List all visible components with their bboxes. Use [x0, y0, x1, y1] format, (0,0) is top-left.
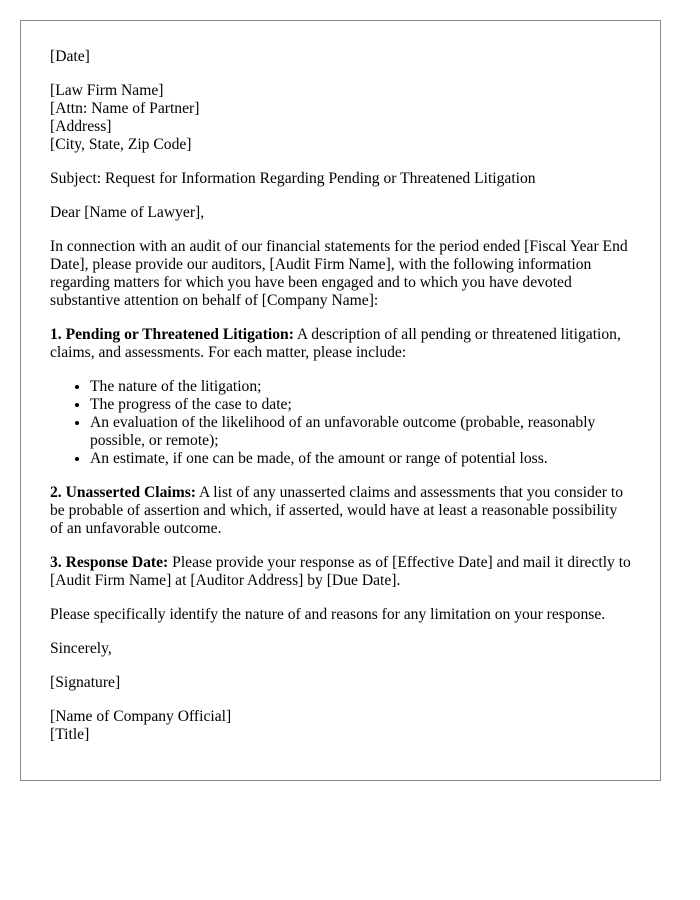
list-item: • The progress of the case to date;: [90, 396, 632, 414]
letter-closing: Sincerely,: [50, 640, 112, 657]
letter-intro: In connection with an audit of our financial statements for the period ended [Fiscal Year End Date], please provide our auditors, [Audit Firm Name], with the following information regarding matters for which you have been engaged and to which you have devoted substantive attention on behalf of [Company Name]:: [50, 238, 628, 309]
letter-signature: [Signature]: [50, 674, 121, 691]
recipient-firm: [Law Firm Name]: [50, 82, 164, 99]
section-unasserted-claims-heading: 2. Unasserted Claims:: [50, 484, 196, 501]
letter-date-block: [50, 48, 632, 66]
section-pending-litigation: [50, 326, 632, 362]
signatory-block: [50, 708, 632, 744]
signatory-name: [Name of Company Official]: [50, 708, 232, 725]
section-pending-litigation-text: A description of all pending or threatened litigation, claims, and assessments. For each matter, please include:: [50, 326, 621, 361]
section-unasserted-claims-text: A list of any unasserted claims and assessments that you consider to be probable of assertion and which, if asserted, would have at least a reasonable possibility of an unfavorable outcome.: [50, 484, 623, 537]
recipient-address: [Address]: [50, 118, 112, 135]
litigation-details-list: [50, 378, 632, 468]
section-response-date-heading: 3. Response Date:: [50, 554, 169, 571]
recipient-city: [City, State, Zip Code]: [50, 136, 192, 153]
letter-salutation: Dear [Name of Lawyer],: [50, 204, 205, 221]
recipient-address-block: [50, 82, 632, 154]
limitation-request: Please specifically identify the nature of and reasons for any limitation on your response.: [50, 606, 606, 623]
list-item: • An estimate, if one can be made, of the amount or range of potential loss.: [90, 450, 632, 468]
list-item: • An evaluation of the likelihood of an unfavorable outcome (probable, reasonably possible, or remote);: [90, 414, 632, 450]
section-pending-litigation-heading: 1. Pending or Threatened Litigation:: [50, 326, 294, 343]
section-response-date: [50, 554, 632, 590]
section-unasserted-claims: [50, 484, 632, 538]
signatory-title: [Title]: [50, 726, 90, 743]
letter-subject: Subject: Request for Information Regarding Pending or Threatened Litigation: [50, 170, 536, 187]
list-item: • The nature of the litigation;: [90, 378, 632, 396]
section-response-date-text: Please provide your response as of [Effective Date] and mail it directly to [Audit Firm Name] at [Auditor Address] by [Due Date].: [50, 554, 631, 589]
letter-date: [Date]: [50, 48, 90, 65]
recipient-attn: [Attn: Name of Partner]: [50, 100, 200, 117]
letter-document: [20, 20, 661, 781]
